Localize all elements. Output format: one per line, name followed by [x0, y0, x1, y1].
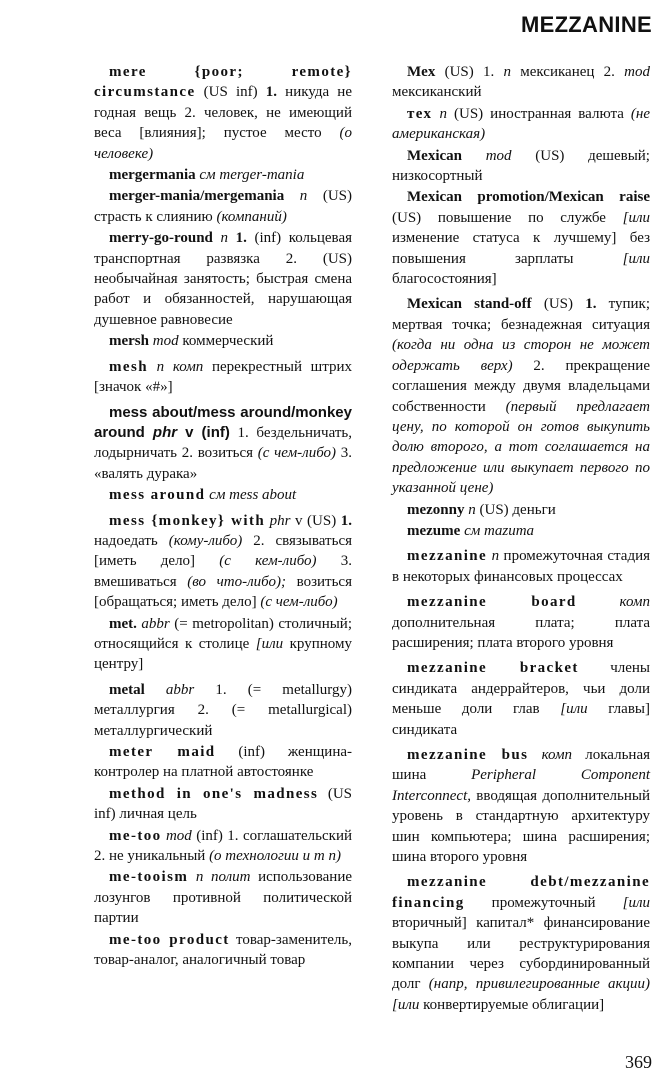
entry-headword: Mex	[407, 64, 436, 80]
entry-headword: me-tooism	[109, 869, 189, 886]
dictionary-entry	[392, 521, 650, 541]
entry-text: (US inf)	[195, 84, 266, 101]
entry-text: phr	[144, 423, 178, 441]
entry-text: (US) дешевый; низкосортный	[392, 147, 650, 185]
entry-text: благосостояния]	[392, 271, 497, 288]
entry-text: 1.	[265, 84, 278, 101]
entry-headword: mezzanine debt/mezzanine financing	[392, 874, 650, 911]
dictionary-entry	[392, 546, 650, 587]
entry-text: v (US)	[290, 512, 341, 529]
entry-text: использование лозунгов противной политической партии	[94, 869, 353, 927]
dictionary-entry	[94, 784, 352, 825]
entry-text: (US inf) личная цель	[94, 785, 353, 823]
entry-text: n	[212, 230, 228, 247]
entry-text: (о технологии и т п)	[209, 848, 341, 865]
entry-text: [или	[622, 250, 650, 267]
dictionary-entry	[392, 104, 650, 145]
entry-text: комп	[576, 594, 650, 611]
entry-text: (inf) кольцевая транспортная развязка 2. (US) необычайная занятость; быстрая смена работ и обязанностей, нарушающая душевное равновесие	[94, 230, 352, 328]
entry-headword: Mexican	[407, 147, 462, 164]
entry-text: mod	[624, 64, 650, 80]
entry-text: вторичный] капитал* финансирование выкупа или реструктурирования компании через субординированный долг	[392, 915, 650, 993]
entry-text: (не американская)	[392, 105, 651, 143]
entry-text: n	[464, 501, 476, 518]
entry-text: (US) 1.	[435, 64, 504, 80]
entry-headword: mergermania	[109, 167, 196, 184]
entry-text: n комп	[147, 358, 204, 375]
dictionary-entry	[392, 294, 650, 498]
entry-text: 3. «валять дурака»	[94, 445, 353, 482]
entry-text: товар-заменитель, товар-аналог, аналогичный товар	[94, 931, 352, 969]
entry-text: (inf) женщина-контролер на платной автостоянке	[94, 744, 352, 781]
entry-headword: тех	[407, 105, 433, 122]
dictionary-entry	[94, 485, 352, 505]
running-head: MEZZANINE	[520, 12, 652, 37]
entry-text: v (inf)	[177, 423, 230, 441]
entry-text: mod	[161, 827, 192, 844]
entry-text: см merger-mania	[195, 167, 305, 184]
entry-text: [или	[392, 996, 420, 1013]
dictionary-entry	[94, 742, 352, 783]
entry-headword: merger-mania/mergemania	[109, 188, 285, 205]
entry-headword: mersh	[109, 333, 149, 350]
entry-text: промежуточный	[464, 894, 623, 911]
dictionary-entry	[94, 62, 352, 164]
entry-text: никуда не годная вещь 2. человек, не имеющий веса [влияния]; пустое место	[94, 84, 352, 142]
entry-text: изменение статуса к лучшему] без повышения зарплаты	[392, 230, 650, 267]
entry-headword: mezzanine	[407, 548, 488, 565]
entry-text: (US) деньги	[475, 501, 556, 518]
entry-text: вводящая дополнительный уровень в стандартную архитектуру шин компьютера; шина расширения; шина второго уровня	[392, 787, 650, 866]
entry-text: (US)	[531, 296, 586, 313]
dictionary-entry	[94, 826, 352, 867]
entry-text: (с кем-либо)	[219, 553, 317, 570]
entry-headword: me-too	[109, 827, 162, 844]
dictionary-entry	[392, 658, 650, 740]
entry-text: см mazuma	[460, 522, 535, 539]
dictionary-entry	[392, 146, 650, 187]
entry-headword: mezume	[407, 522, 461, 539]
dictionary-entry	[94, 614, 352, 675]
entry-text: главы] синдиката	[392, 701, 650, 738]
entry-text: (первый предлагает цену, по которой он готов выкупить долю второго, а тот соглашается на предложение или выкупает первого по указанной цене)	[392, 398, 650, 497]
entry-headword: me-too product	[109, 931, 230, 948]
entry-text: тупик; мертвая точка; безнадежная ситуация	[392, 296, 650, 333]
entry-text: n	[284, 188, 308, 205]
entry-text: локальная шина	[392, 747, 651, 784]
entry-headword: mess {monkey} with	[109, 512, 266, 529]
entry-text: (US) страсть к слиянию	[94, 188, 353, 225]
entry-text: mod	[149, 333, 179, 350]
entry-text: конвертируемые облигации]	[419, 996, 605, 1013]
entry-text: 1.	[585, 296, 597, 313]
entry-text	[228, 230, 236, 246]
entry-headword: met.	[109, 615, 137, 632]
entry-text: см mess about	[205, 487, 297, 504]
entry-text: [или	[622, 894, 650, 911]
entry-text: комп	[528, 747, 573, 763]
entry-text: n	[503, 64, 511, 80]
entry-headword: Mexican stand-off	[407, 296, 532, 313]
entry-text: члены синдиката андеррайтеров, чьи доли меньше доли глав	[392, 660, 651, 718]
entry-text: (о человеке)	[94, 125, 352, 162]
entry-headword: Mexican promotion/Mexican raise	[407, 189, 650, 206]
dictionary-entry	[94, 228, 352, 330]
left-column	[94, 62, 352, 971]
dictionary-entry	[94, 186, 352, 227]
entry-text: [или	[255, 635, 284, 652]
dictionary-entry	[94, 511, 352, 613]
entry-headword: metal	[109, 681, 145, 698]
dictionary-entry	[94, 867, 352, 928]
dictionary-entry	[94, 165, 352, 185]
entry-text: mod	[461, 147, 512, 164]
entry-text: 1.	[235, 230, 247, 247]
entry-headword: mezzanine bracket	[407, 660, 579, 677]
entry-text: n	[487, 548, 500, 565]
entry-text: (когда ни одна из сторон не может одержать верх)	[392, 337, 650, 374]
entry-text: [или	[560, 701, 588, 718]
entry-headword: mess about/mess around/monkey around	[94, 403, 352, 441]
entry-text: (с чем-либо)	[260, 594, 338, 611]
entry-text: возиться [обращаться; иметь дело]	[94, 573, 352, 611]
entry-text: промежуточная стадия в некоторых финансовых процессах	[392, 548, 650, 585]
dictionary-entry	[94, 331, 352, 351]
dictionary-entry	[94, 357, 352, 398]
entry-text: (inf) 1. соглашательский 2. не уникальный	[94, 827, 352, 865]
entry-text: n	[432, 105, 447, 122]
entry-headword: merry-go-round	[109, 230, 213, 247]
entry-headword: mezzanine board	[407, 594, 577, 611]
entry-text: abbr	[144, 681, 195, 698]
entry-text: (компаний)	[216, 208, 287, 225]
dictionary-entry	[94, 680, 352, 741]
entry-text: phr	[265, 512, 291, 529]
entry-text: (US) иностранная валюта	[446, 105, 631, 122]
dictionary-entry	[392, 592, 650, 653]
entry-text: дополнительная плата; плата расширения; плата второго уровня	[392, 614, 650, 651]
entry-text: перекрестный штрих [значок «#»]	[94, 358, 352, 396]
entry-text: (кому-либо)	[168, 532, 243, 549]
entry-headword: mezzanine bus	[407, 747, 529, 763]
entry-text: 2. связываться [иметь дело]	[94, 532, 352, 570]
entry-text: крупному центру]	[94, 635, 352, 673]
dictionary-entry	[392, 187, 650, 289]
entry-headword: mesh	[109, 358, 148, 375]
entry-text: n полит	[188, 869, 251, 886]
entry-text: коммерческий	[178, 333, 274, 350]
entry-headword: meter maid	[109, 744, 216, 760]
entry-text: (US) повышение по службе	[392, 209, 623, 226]
entry-text: abbr	[136, 615, 170, 632]
entry-text: надоедать	[94, 532, 169, 549]
dictionary-entry	[392, 872, 650, 1015]
entry-text: (= metropolitan) столичный; относящийся к столице	[94, 615, 352, 652]
entry-text: 1. (= metallurgy) металлургия 2. (= metallurgical) металлургический	[94, 681, 352, 739]
entry-text: мексиканский	[392, 84, 482, 101]
entry-text: (с чем-либо)	[257, 445, 337, 462]
entry-text: 1.	[340, 512, 352, 529]
entry-text: (напр, привилегированные акции)	[428, 976, 650, 993]
entry-headword: mere {poor; remote} circumstance	[94, 64, 352, 101]
entry-text: (во что-либо);	[187, 573, 287, 590]
right-column	[392, 62, 650, 1016]
dictionary-entry	[392, 745, 650, 867]
entry-text: мексиканец 2.	[510, 64, 625, 80]
entry-text: [или	[622, 209, 650, 226]
entry-headword: mezonny	[407, 501, 465, 518]
entry-text: Peripheral Component Interconnect,	[392, 767, 651, 804]
dictionary-entry	[94, 403, 352, 485]
dictionary-entry	[392, 62, 650, 103]
entry-text: 1. бездельничать, лодырничать 2. возиться	[94, 424, 352, 462]
dictionary-entry	[392, 500, 650, 520]
entry-headword: mess around	[109, 487, 206, 504]
entry-text: 3. вмешиваться	[94, 553, 352, 590]
entry-headword: method in one's madness	[109, 785, 319, 802]
dictionary-entry	[94, 930, 352, 971]
entry-text: 2. прекращение соглашения между двумя владельцами собственности	[392, 357, 650, 415]
page-number: 369	[625, 1052, 652, 1072]
